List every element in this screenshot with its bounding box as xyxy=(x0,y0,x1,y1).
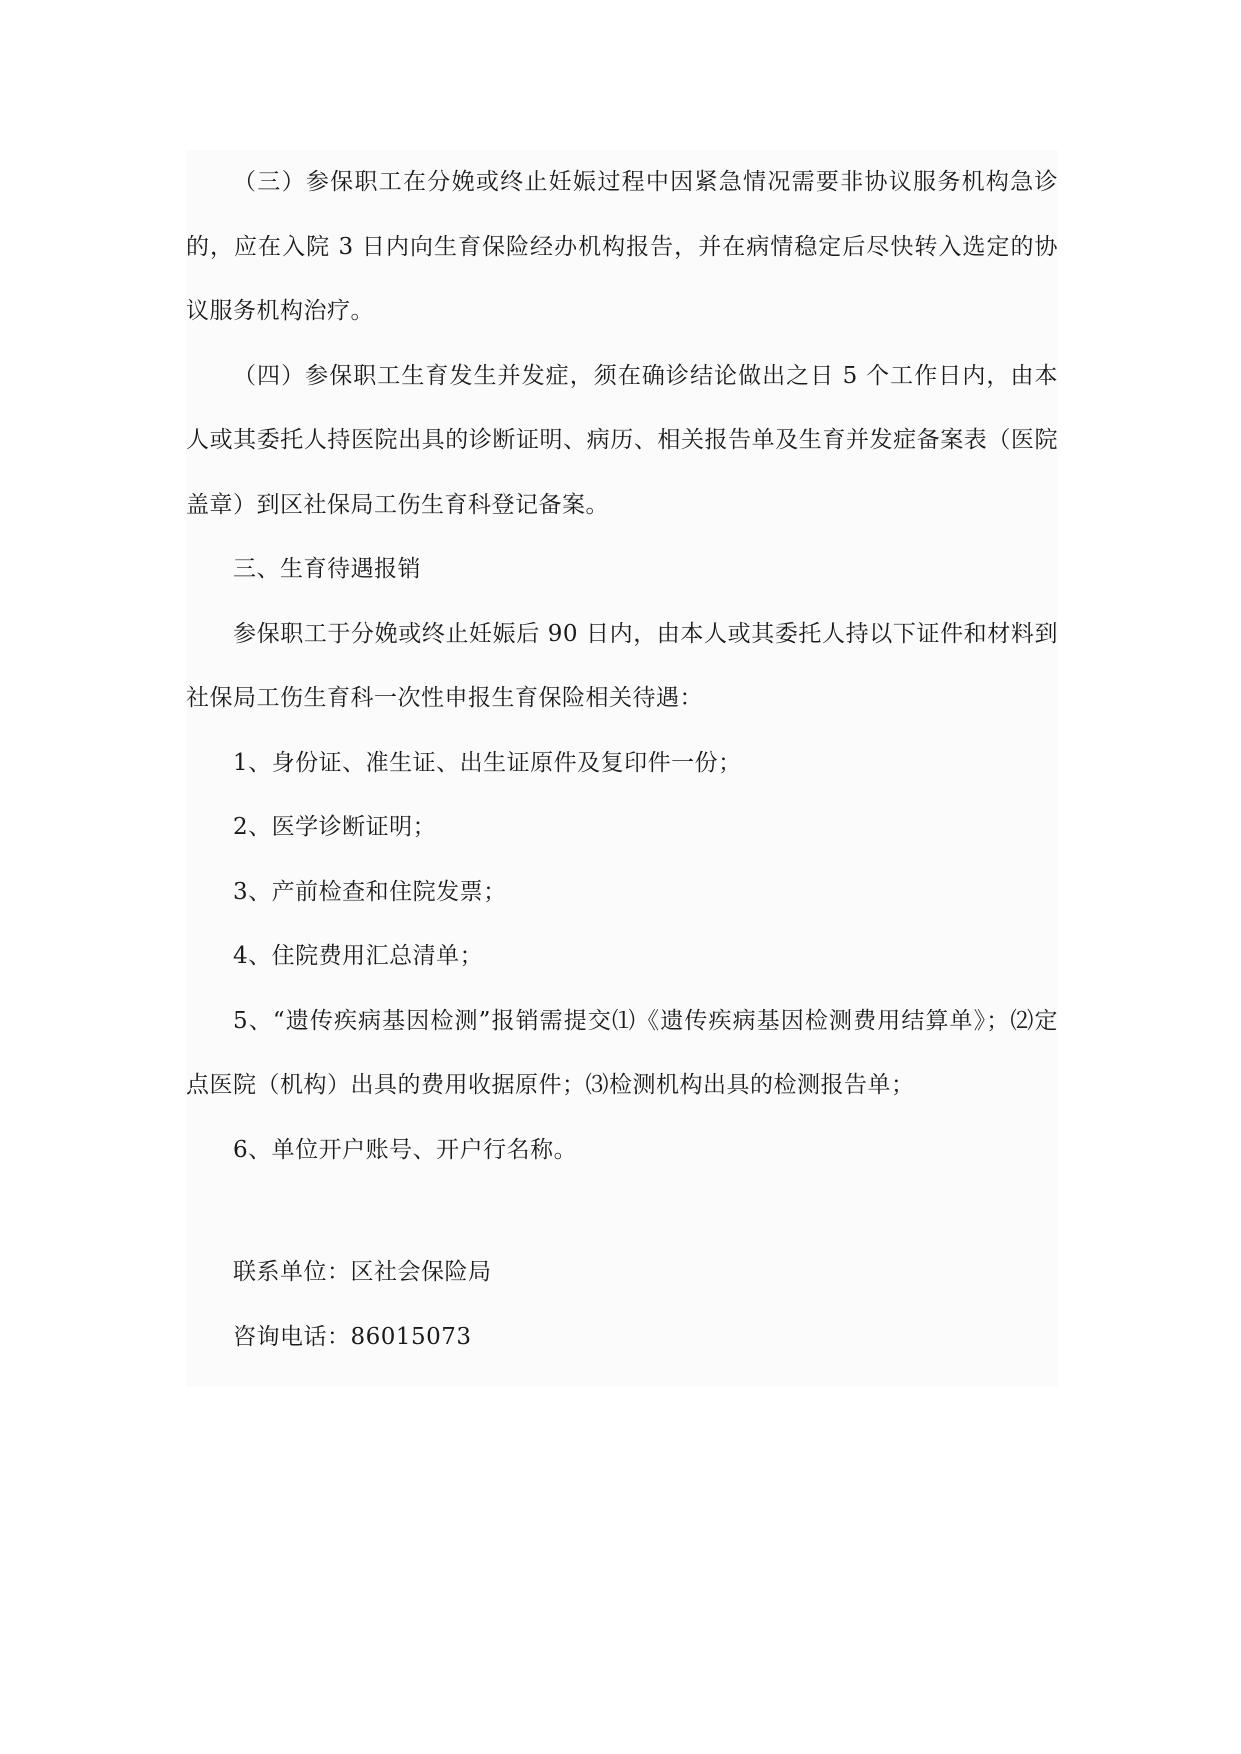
paragraph-complications: （四）参保职工生育发生并发症，须在确诊结论做出之日 5 个工作日内，由本人或其委托人持医院出具的诊断证明、病历、相关报告单及生育并发症备案表（医院盖章）到区社保局工伤生育科登记备案。 xyxy=(186,362,1058,518)
list-item: 3、产前检查和住院发票； xyxy=(233,878,507,905)
list-item: 6、单位开户账号、开户行名称。 xyxy=(233,1136,578,1163)
list-item: 2、医学诊断证明； xyxy=(233,814,437,840)
list-item: 5、“遗传疾病基因检测”报销需提交⑴《遗传疾病基因检测费用结算单》；⑵定点医院（机构）出具的费用收据原件；⑶检测机构出具的检测报告单； xyxy=(186,1007,1058,1098)
list-item: 1、身份证、准生证、出生证原件及复印件一份； xyxy=(233,749,742,776)
paragraph-emergency-care: （三）参保职工在分娩或终止妊娠过程中因紧急情况需要非协议服务机构急诊的，应在入院 3 日内向生育保险经办机构报告，并在病情稳定后尽快转入选定的协议服务机构治疗。 xyxy=(186,169,1058,324)
document-body xyxy=(186,150,1058,1387)
section-heading-reimbursement: 三、生育待遇报销 xyxy=(233,556,421,582)
list-item: 4、住院费用汇总清单； xyxy=(233,943,484,969)
contact-unit: 联系单位：区社会保险局 xyxy=(233,1259,492,1285)
contact-phone: 咨询电话：86015073 xyxy=(233,1323,472,1350)
spacer xyxy=(186,1182,1058,1240)
paragraph-application: 参保职工于分娩或终止妊娠后 90 日内，由本人或其委托人持以下证件和材料到社保局工伤生育科一次性申报生育保险相关待遇： xyxy=(186,620,1058,711)
